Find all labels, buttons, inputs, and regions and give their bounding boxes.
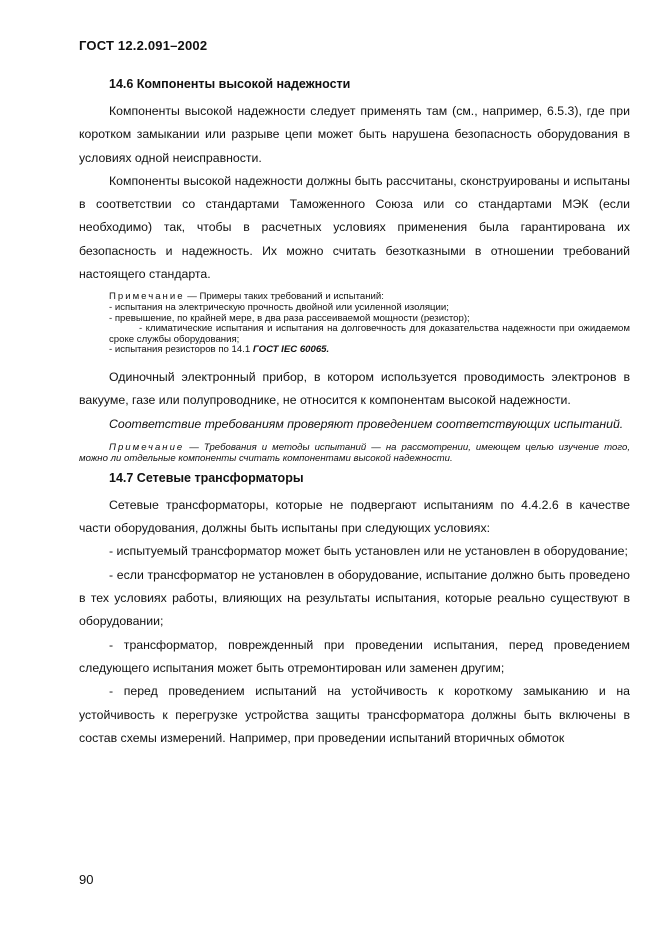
section-14-7-item: - если трансформатор не установлен в оборудование, испытание должно быть проведено в тех условиях работы, влияющих на результаты испытания, которые реально существуют в оборудовании; (79, 567, 630, 629)
note-item (79, 324, 630, 345)
page-content (79, 74, 630, 750)
note-item: - превышение, по крайней мере, в два раза рассеиваемой мощности (резистор); (109, 312, 470, 324)
note-intro: — Примеры таких требований и испытаний: (187, 291, 384, 303)
section-14-7-item: - перед проведением испытаний на устойчивость к короткому замыканию и на устойчивость к перегрузке устройства защиты трансформатора должны быть включены в состав схемы измерений. Например, при проведении испытаний вторичных обмоток (79, 684, 630, 745)
section-14-6-para-2: Компоненты высокой надежности должны быть рассчитаны, сконструированы и испытаны в соответствии со стандартами Таможенного Союза или со стандартами МЭК (если необходимо) так, чтобы в расчетных условиях применения была гарантирована их безопасность и надежность. Их можно считать безотказными в отношении требований настоящего стандарта. (79, 173, 630, 282)
note-item: - испытания на электрическую прочность двойной или усиленной изоляции; (109, 301, 449, 313)
section-14-7-para-1: Сетевые трансформаторы, которые не подвергают испытаниям по 4.4.2.6 в качестве части оборудования, должны быть испытаны при следующих условиях: (79, 497, 630, 536)
section-14-6-para-1: Компоненты высокой надежности следует применять там (см., например, 6.5.3), где при коротком замыкании или разрыве цепи может быть нарушена безопасность оборудования в условиях одной неисправности. (79, 104, 630, 165)
note2-label: Примечание (109, 441, 185, 453)
note-examples (79, 292, 630, 356)
note-item (79, 345, 630, 356)
section-14-7-title: 14.7 Сетевые трансформаторы (109, 470, 304, 485)
section-14-6-title: 14.6 Компоненты высокой надежности (109, 77, 351, 91)
section-14-6-verification: Соответствие требованиям проверяют проведением соответствующих испытаний. (109, 416, 624, 431)
note-label: Примечание (109, 291, 185, 303)
section-14-7-item: - испытуемый трансформатор может быть установлен или не установлен в оборудование; (109, 544, 628, 559)
note-item-text: - испытания резисторов по 14.1 (109, 344, 253, 356)
section-14-6-para-3: Одиночный электронный прибор, в котором используется проводимость электронов в вакууме, газе или полупроводнике, не относится к компонентам высокой надежности. (79, 369, 630, 408)
note-requirements (79, 442, 630, 464)
section-14-7-item: - трансформатор, поврежденный при проведении испытания, перед проведением следующего испытания может быть отремонтирован или заменен другим; (79, 637, 630, 675)
standard-reference: ГОСТ IEC 60065. (252, 344, 330, 356)
page-number: 90 (79, 872, 94, 887)
note2-text: — Требования и методы испытаний — на рассмотрении, имеющем целью изучение того, можно ли отдельные компоненты считать компонентами высокой надежности. (79, 441, 631, 464)
page-header: ГОСТ 12.2.091–2002 (79, 38, 208, 53)
note-item-text: - климатические испытания и испытания на долговечность для доказательства надежности при ожидаемом сроке службы оборудования; (109, 323, 630, 345)
